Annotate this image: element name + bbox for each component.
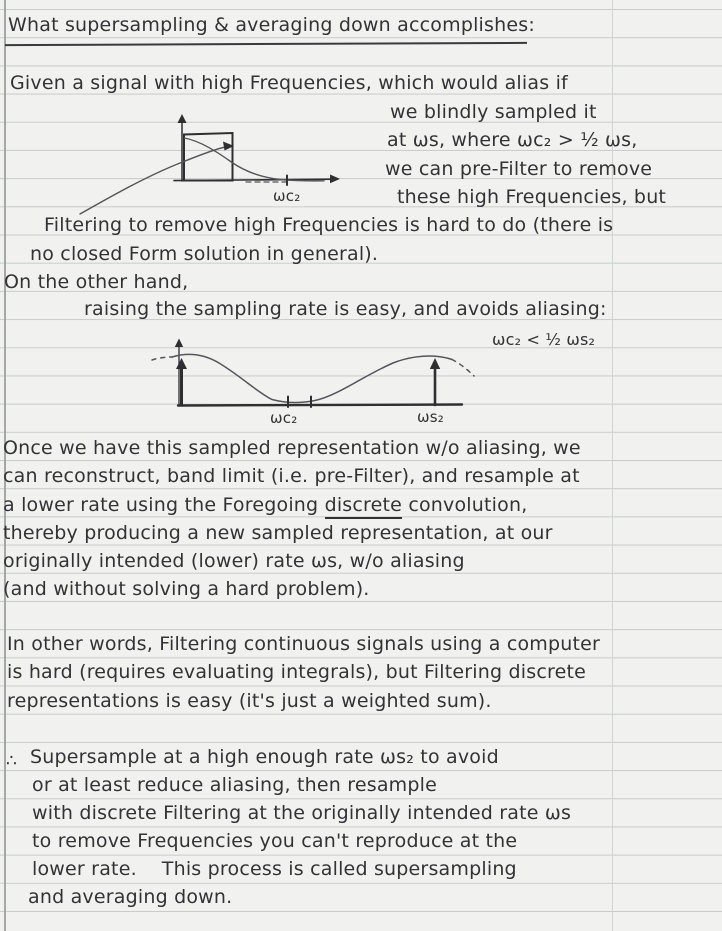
resample-line-2: can reconstruct, band limit (i.e. pre-Filter), and resample at [3, 465, 580, 487]
impulse-origin-arrow-icon [176, 358, 187, 369]
other-words-line-3: representations is easy (it's just a weighted sum). [7, 690, 492, 712]
intro-cont-line-2: no closed Form solution in general). [30, 243, 379, 265]
spectrum-right-dashed [452, 360, 474, 377]
diagram2-rate-label: ωs₂ [417, 408, 444, 426]
title-underline [5, 42, 527, 46]
resample-line-1: Once we have this sampled representation w/o aliasing, we [3, 437, 581, 459]
diagram2-vertical-axis-arrow-icon [175, 339, 183, 348]
spectrum-left-dashed [152, 357, 172, 360]
resample-line-5: originally intended (lower) rate ωs, w/o aliasing [3, 550, 465, 572]
intro-side-line-3: we can pre-Filter to remove [385, 158, 653, 180]
resample-line-3-post: convolution, [402, 494, 528, 516]
other-hand-line-1: On the other hand, [4, 271, 189, 293]
spectrum-curve [185, 138, 325, 181]
conclusion-line-4: to remove Frequencies you can't reproduce at the [32, 830, 518, 852]
intro-side-line-2: at ωs, where ωc₂ > ½ ωs, [387, 129, 638, 151]
conclusion-line-1: Supersample at a high enough rate ωs₂ to avoid [30, 746, 499, 768]
diagram2-cutoff-label: ωc₂ [270, 409, 298, 427]
resample-line-3-pre: a lower rate using the Foregoing [3, 494, 325, 516]
intro-side-line-1: we blindly sampled it [390, 101, 597, 123]
diagram1-frequency-axis-arrow-icon [330, 175, 340, 184]
conclusion-line-2: or at least reduce aliasing, then resample [32, 774, 437, 796]
intro-line: Given a signal with high Frequencies, which would alias if [10, 72, 568, 94]
impulse-sampling-rate-arrow-icon [430, 358, 440, 369]
diagram2-condition-label: ωc₂ < ½ ωs₂ [492, 330, 596, 349]
page-title: What supersampling & averaging down accomplishes: [8, 14, 535, 36]
other-words-line-2: is hard (requires evaluating integrals), but Filtering discrete [7, 661, 587, 683]
diagram1-vertical-axis-arrow-icon [178, 114, 187, 123]
diagram1-cutoff-label: ωc₂ [273, 187, 301, 205]
conclusion-line-3: with discrete Filtering at the originally intended rate ωs [32, 802, 572, 824]
therefore-symbol: ∴ [6, 751, 18, 771]
intro-side-line-4: these high Frequencies, but [397, 186, 667, 208]
discrete-underlined-word: discrete [325, 494, 403, 519]
intro-cont-line-1: Filtering to remove high Frequencies is hard to do (there is [44, 214, 614, 236]
other-hand-line-2: raising the sampling rate is easy, and avoids aliasing: [84, 298, 607, 320]
spectrum-replicas-curve [172, 354, 452, 402]
other-words-line-1: In other words, Filtering continuous signals using a computer [7, 633, 601, 655]
resample-line-6: (and without solving a hard problem). [3, 578, 370, 600]
resample-line-3 [3, 494, 527, 517]
resample-line-4: thereby producing a new sampled representation, at our [3, 522, 553, 544]
conclusion-line-5: lower rate. This process is called supersampling [32, 858, 517, 880]
conclusion-line-6: and averaging down. [28, 886, 233, 908]
prefilter-spectrum-diagram [60, 105, 350, 225]
